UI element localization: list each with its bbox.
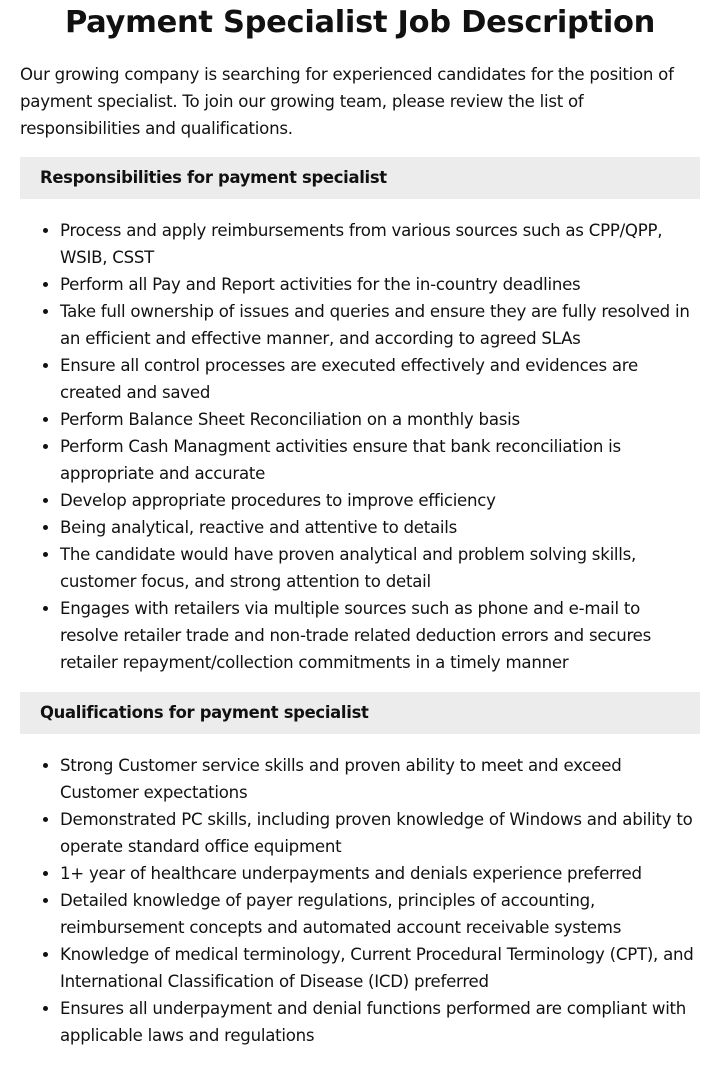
list-item: • Ensure all control processes are executed effectively and evidences are created and saved [60, 352, 700, 406]
list-item: • Ensures all underpayment and denial functions performed are compliant with applicable laws and regulations [60, 995, 700, 1049]
page-title: Payment Specialist Job Description [64, 5, 656, 40]
list-item: • Process and apply reimbursements from various sources such as CPP/QPP, WSIB, CSST [60, 217, 700, 271]
list-item: • Engages with retailers via multiple sources such as phone and e-mail to resolve retailer trade and non-trade related deduction errors and secures retailer repayment/collection commitments in a timely manner [60, 595, 700, 676]
list-item: • 1+ year of healthcare underpayments and denials experience preferred [60, 860, 700, 887]
qualifications-heading: Qualifications for payment specialist [20, 692, 700, 734]
list-item: • The candidate would have proven analytical and problem solving skills, customer focus, and strong attention to detail [60, 541, 700, 595]
qualifications-list [20, 752, 700, 1049]
list-item: • Perform Balance Sheet Reconciliation on a monthly basis [60, 406, 700, 433]
list-item: • Demonstrated PC skills, including proven knowledge of Windows and ability to operate standard office equipment [60, 806, 700, 860]
responsibilities-list [20, 217, 700, 676]
list-item: • Strong Customer service skills and proven ability to meet and exceed Customer expectations [60, 752, 700, 806]
list-item: • Take full ownership of issues and queries and ensure they are fully resolved in an efficient and effective manner, and according to agreed SLAs [60, 298, 700, 352]
list-item: • Develop appropriate procedures to improve efficiency [60, 487, 700, 514]
list-item: • Detailed knowledge of payer regulations, principles of accounting, reimbursement concepts and automated account receivable systems [60, 887, 700, 941]
responsibilities-heading: Responsibilities for payment specialist [20, 157, 700, 199]
list-item: • Perform all Pay and Report activities for the in-country deadlines [60, 271, 700, 298]
list-item: • Knowledge of medical terminology, Current Procedural Terminology (CPT), and International Classification of Disease (ICD) preferred [60, 941, 700, 995]
list-item: • Being analytical, reactive and attentive to details [60, 514, 700, 541]
intro-paragraph: Our growing company is searching for experienced candidates for the position of payment specialist. To join our growing team, please review the list of responsibilities and qualifications. [20, 65, 674, 138]
list-item: • Perform Cash Managment activities ensure that bank reconciliation is appropriate and accurate [60, 433, 700, 487]
